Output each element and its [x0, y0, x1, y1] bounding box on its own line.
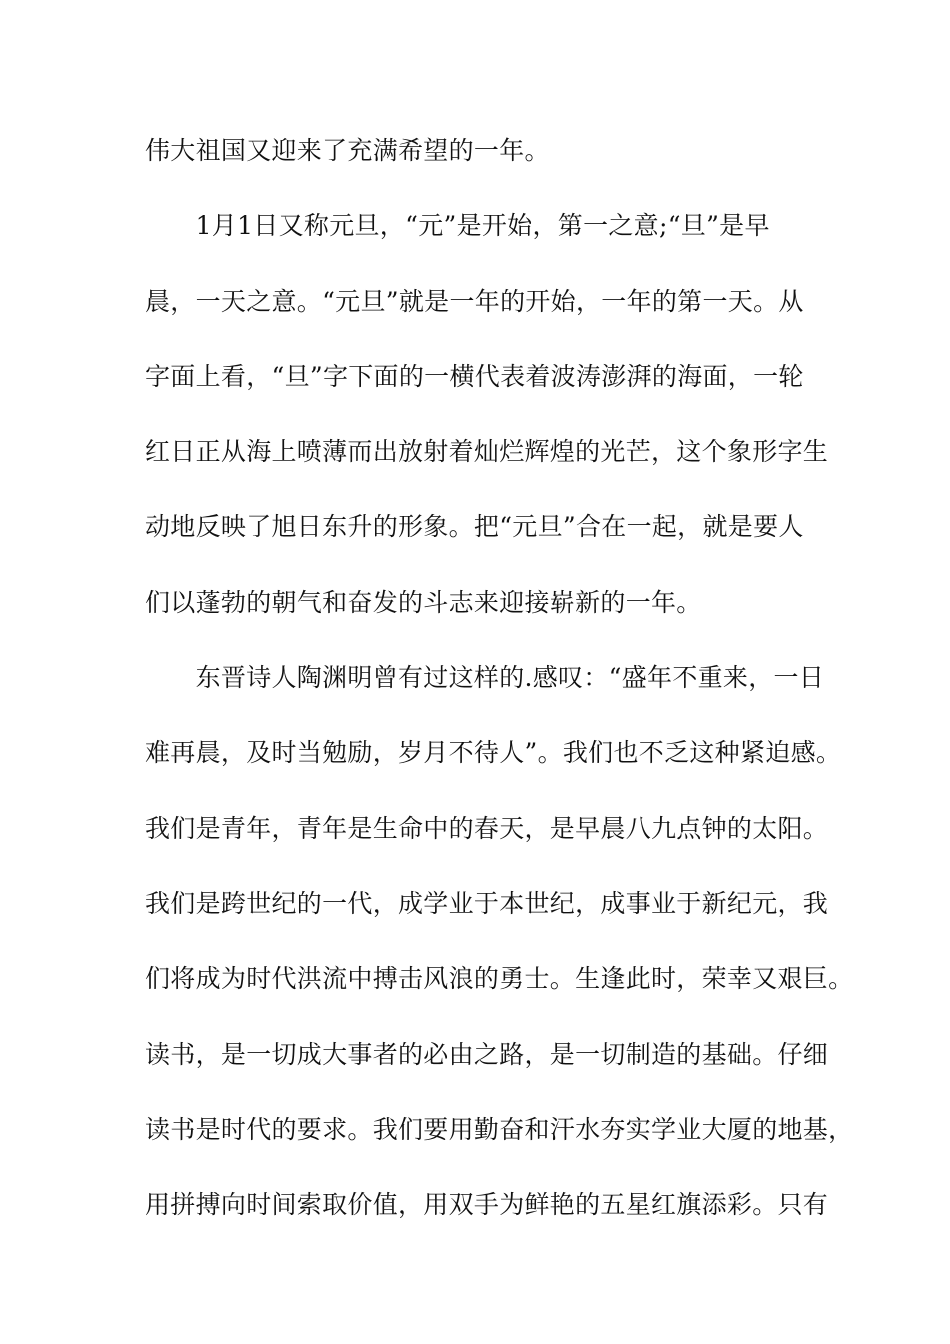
body-text [145, 130, 854, 1259]
text-line: 我们是青年，青年是生命中的春天，是早晨八九点钟的太阳。 [145, 813, 829, 843]
text-line: 用拼搏向时间索取价值，用双手为鲜艳的五星红旗添彩。只有 [145, 1190, 829, 1220]
text-line: 晨，一天之意。“元旦”就是一年的开始，一年的第一天。从 [145, 286, 804, 316]
text-line: 读书，是一切成大事者的必由之路，是一切制造的基础。仔细 [145, 1039, 829, 1069]
text-line: 我们是跨世纪的一代，成学业于本世纪，成事业于新纪元，我 [145, 888, 829, 918]
text-line: 东晋诗人陶渊明曾有过这样的.感叹：“盛年不重来，一日 [145, 663, 825, 693]
text-line: 们将成为时代洪流中搏击风浪的勇士。生逢此时，荣幸又艰巨。 [145, 964, 854, 994]
text-line: 1月1日又称元旦，“元”是开始，第一之意;“旦”是早 [145, 211, 770, 241]
text-line: 读书是时代的要求。我们要用勤奋和汗水夯实学业大厦的地基， [145, 1114, 854, 1144]
text-line: 动地反映了旭日东升的形象。把“元旦”合在一起，就是要人 [145, 512, 804, 542]
text-line: 红日正从海上喷薄而出放射着灿烂辉煌的光芒，这个象形字生 [145, 437, 829, 467]
text-line: 伟大祖国又迎来了充满希望的一年。 [145, 136, 550, 165]
text-line: 难再晨，及时当勉励，岁月不待人”。我们也不乏这种紧迫感。 [145, 738, 842, 768]
text-line: 字面上看，“旦”字下面的一横代表着波涛澎湃的海面，一轮 [145, 361, 804, 391]
text-line: 们以蓬勃的朝气和奋发的斗志来迎接崭新的一年。 [145, 587, 702, 617]
